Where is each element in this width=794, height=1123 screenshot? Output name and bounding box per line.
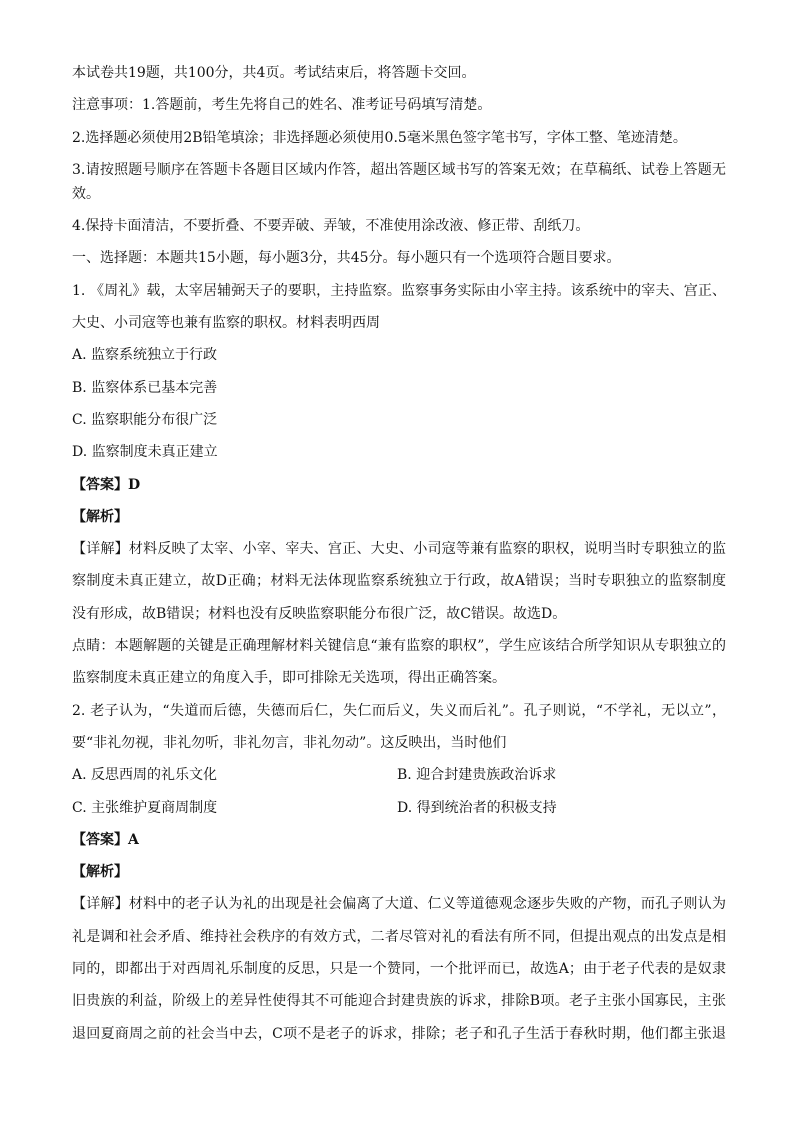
q2-detail-2: 礼是调和社会矛盾、维持社会秩序的有效方式，二者尽管对礼的看法有所不同，但提出观点的出发点是相 bbox=[72, 928, 726, 945]
notice-line-4: 4.保持卡面清洁，不要折叠、不要弄破、弄皱，不准使用涂改液、修正带、刮纸刀。 bbox=[72, 218, 590, 235]
intro-line-1: 本试卷共19题，共100分，共4页。考试结束后，将答题卡交回。 bbox=[72, 65, 476, 81]
exam-page bbox=[72, 62, 726, 1055]
q2-option-c: C. 主张维护夏商周制度 bbox=[72, 799, 218, 816]
q2-stem-2: 要“非礼勿视，非礼勿听，非礼勿言，非礼勿动”。这反映出，当时他们 bbox=[72, 734, 507, 751]
q1-analysis-label: 【解析】 bbox=[72, 508, 128, 525]
q2-option-d: D. 得到统治者的积极支持 bbox=[397, 799, 557, 816]
section-heading: 一、选择题：本题共15小题，每小题3分，共45分。每小题只有一个选项符合题目要求。 bbox=[72, 250, 621, 267]
q2-detail-1: 【详解】材料中的老子认为礼的出现是社会偏离了大道、仁义等道德观念逐步失败的产物，而孔子则认为 bbox=[72, 896, 726, 913]
q2-detail-3: 同的，即都出于对西周礼乐制度的反思，只是一个赞同，一个批评而已，故选A；由于老子代表的是奴隶 bbox=[72, 961, 726, 978]
q2-options-row-1 bbox=[72, 764, 726, 786]
q1-option-b: B. 监察体系已基本完善 bbox=[72, 379, 218, 396]
q2-stem-1: 2. 老子认为，“失道而后德，失德而后仁，失仁而后义，失义而后礼”。孔子则说，“不学礼，无以立”， bbox=[72, 702, 726, 719]
notice-line-3a: 3.请按照题号顺序在答题卡各题目区域内作答，超出答题区域书写的答案无效；在草稿纸、试卷上答题无 bbox=[72, 161, 726, 178]
q1-stem-1: 1. 《周礼》载，太宰居辅弼天子的要职，主持监察。监察事务实际由小宰主持。该系统中的宰夫、宫正、 bbox=[72, 282, 726, 299]
q2-answer: 【答案】A bbox=[72, 831, 139, 848]
q2-option-a: A. 反思西周的礼乐文化 bbox=[72, 767, 218, 784]
notice-line-1: 注意事项：1.答题前，考生先将自己的姓名、准考证号码填写清楚。 bbox=[72, 97, 492, 114]
notice-line-3b: 效。 bbox=[72, 185, 100, 202]
q1-tip-2: 监察制度未真正建立的角度入手，即可排除无关选项，得出正确答案。 bbox=[72, 670, 506, 687]
q1-stem-2: 大史、小司寇等也兼有监察的职权。材料表明西周 bbox=[72, 315, 380, 332]
q2-option-b: B. 迎合封建贵族政治诉求 bbox=[397, 767, 557, 784]
q2-options-row-2 bbox=[72, 797, 726, 819]
q1-option-c: C. 监察职能分布很广泛 bbox=[72, 411, 218, 428]
q1-answer: 【答案】D bbox=[72, 476, 141, 493]
notice-line-2: 2.选择题必须使用2B铅笔填涂；非选择题必须使用0.5毫米黑色签字笔书写，字体工整、笔迹清楚。 bbox=[72, 129, 687, 146]
q1-tip-1: 点睛：本题解题的关键是正确理解材料关键信息“兼有监察的职权”，学生应该结合所学知识从专职独立的 bbox=[72, 638, 726, 655]
q1-option-a: A. 监察系统独立于行政 bbox=[72, 347, 218, 364]
q1-detail-2: 察制度未真正建立，故D正确；材料无法体现监察系统独立于行政，故A错误；当时专职独立的监察制度 bbox=[72, 573, 726, 590]
q1-option-d: D. 监察制度未真正建立 bbox=[72, 444, 218, 461]
q1-detail-1: 【详解】材料反映了太宰、小宰、宰夫、宫正、大史、小司寇等兼有监察的职权，说明当时专职独立的监 bbox=[72, 541, 726, 558]
q2-detail-4: 旧贵族的利益，阶级上的差异性使得其不可能迎合封建贵族的诉求，排除B项。老子主张小国寡民，主张 bbox=[72, 993, 726, 1010]
q1-detail-3: 没有形成，故B错误；材料也没有反映监察职能分布很广泛，故C错误。故选D。 bbox=[72, 605, 567, 622]
q2-analysis-label: 【解析】 bbox=[72, 864, 128, 881]
q2-detail-5: 退回夏商周之前的社会当中去，C项不是老子的诉求，排除；老子和孔子生活于春秋时期，他们都主张退 bbox=[72, 1025, 726, 1042]
